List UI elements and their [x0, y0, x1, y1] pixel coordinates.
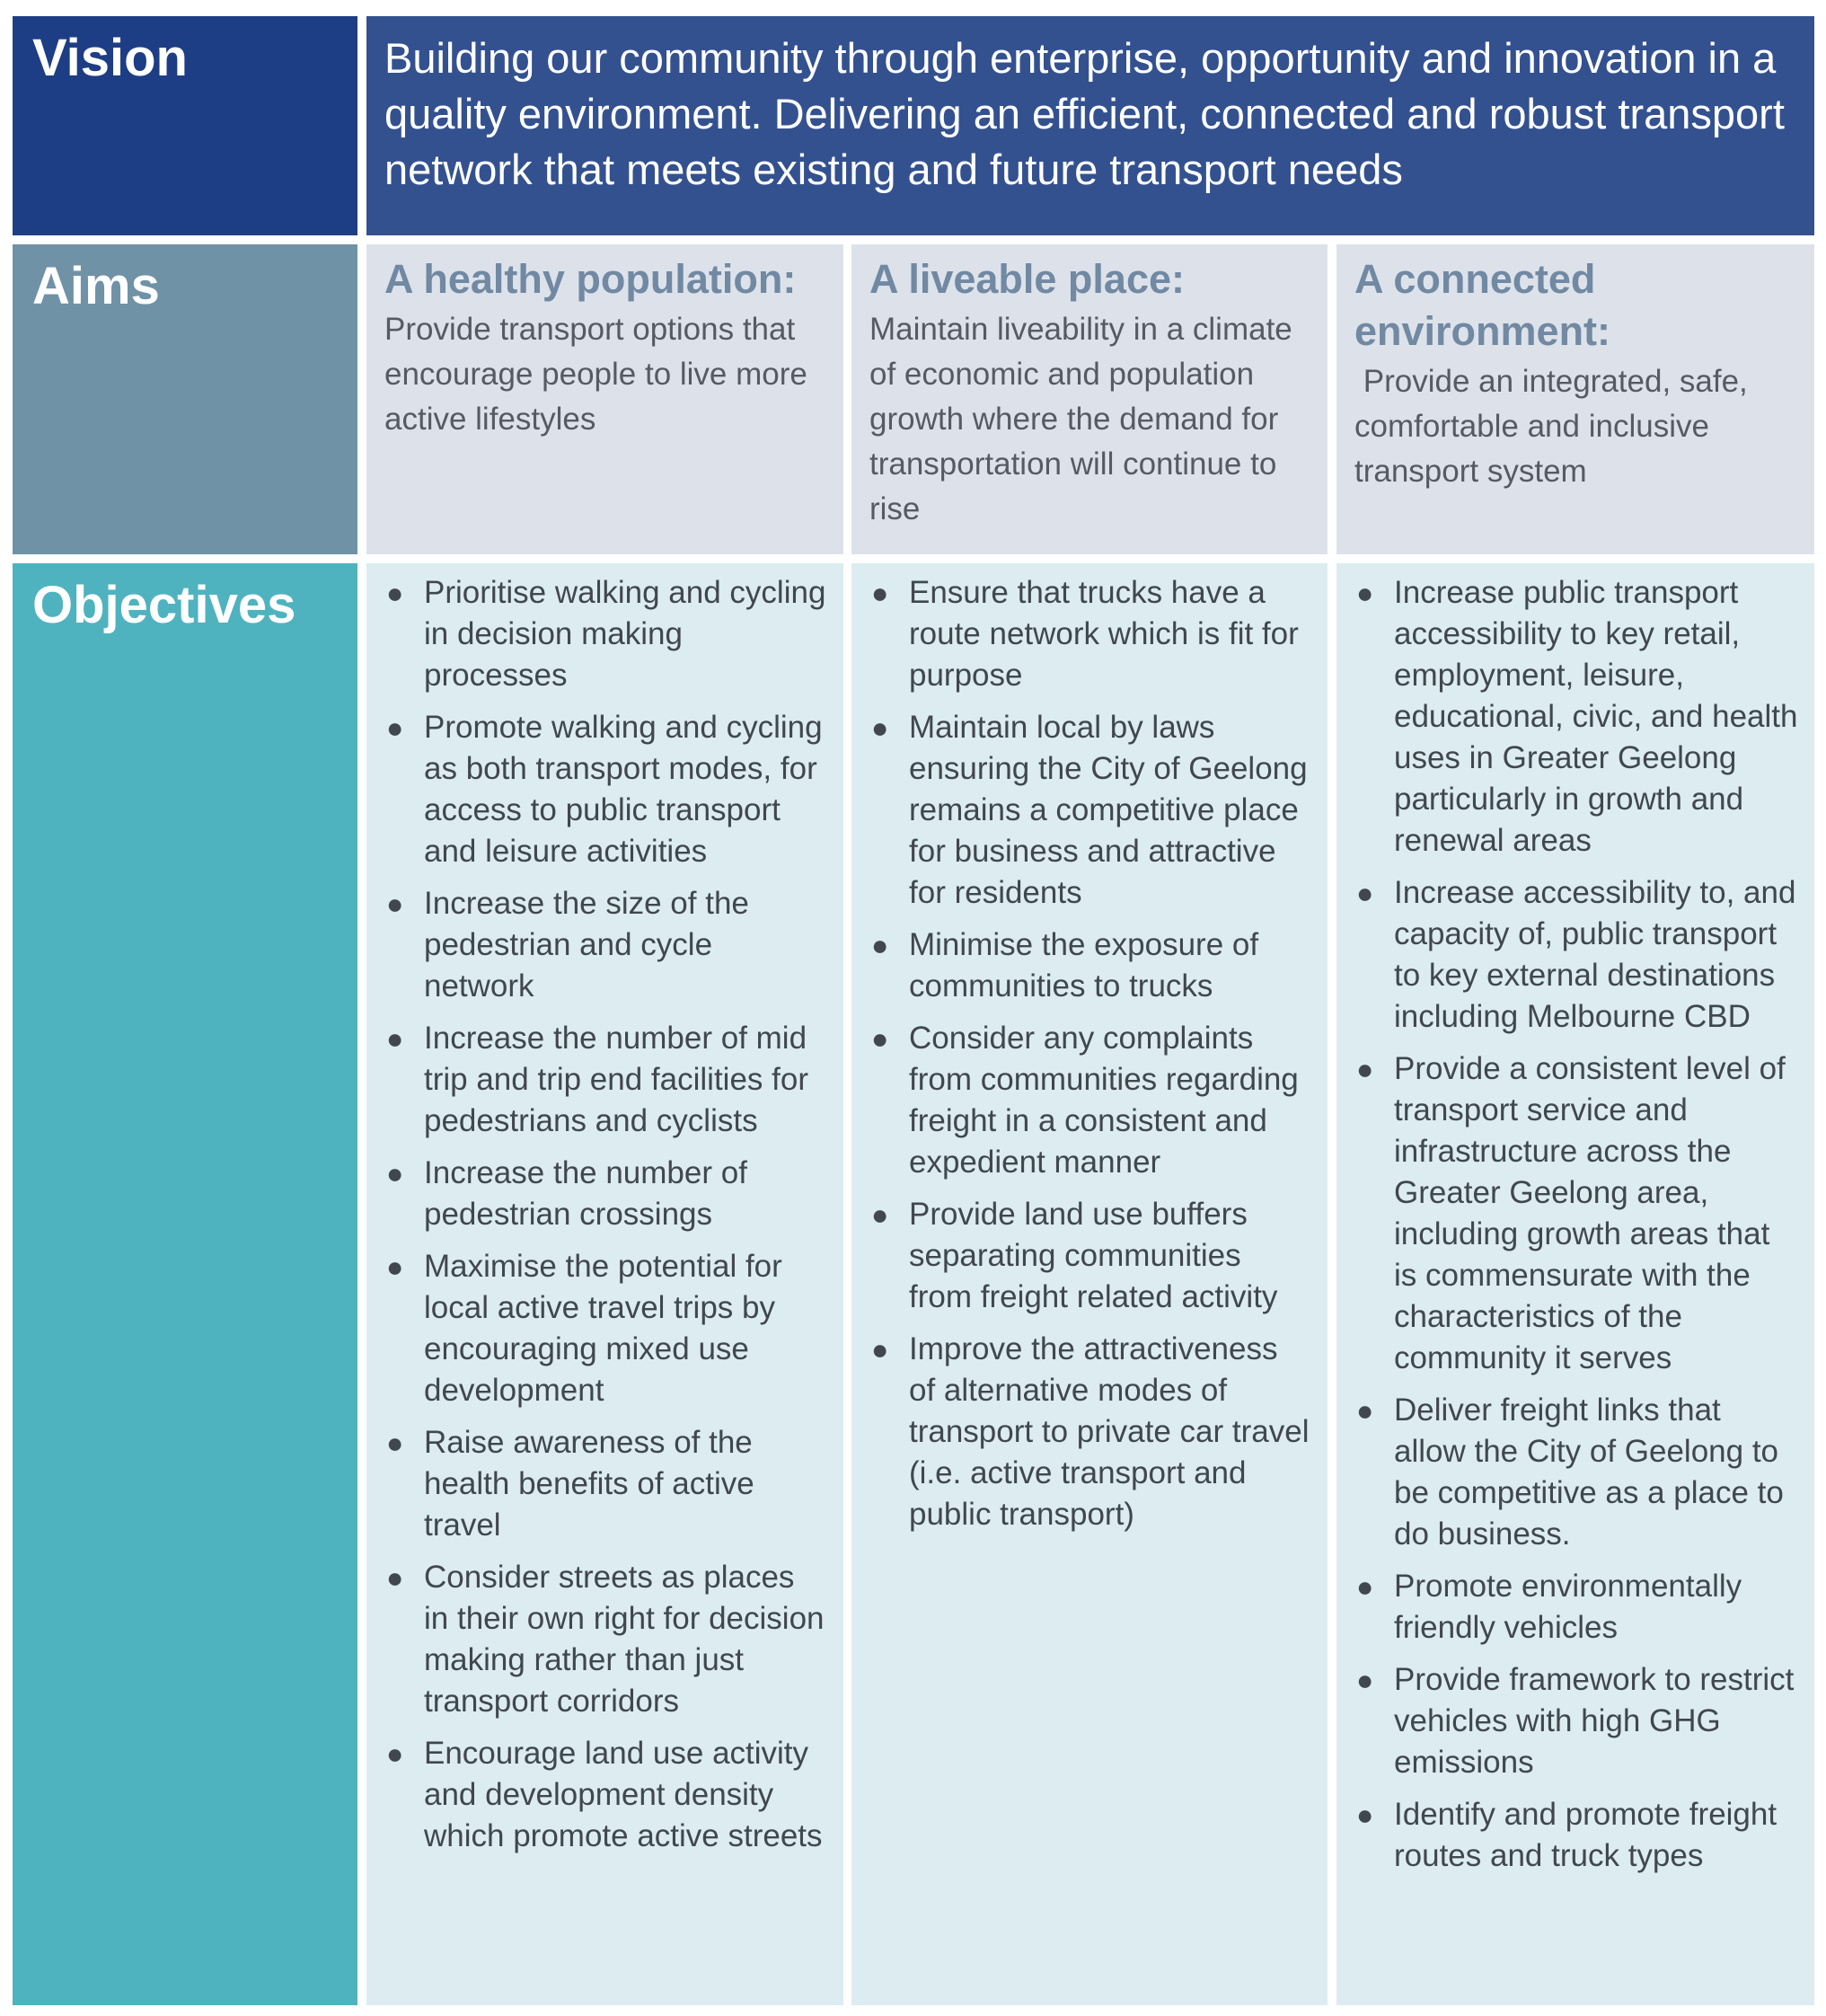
vision-label: Vision	[13, 16, 357, 235]
objective-text: Increase the number of pedestrian crossings	[424, 1155, 747, 1232]
list-item	[868, 1194, 1311, 1318]
objectives-list	[383, 572, 827, 1857]
aim-title: A healthy population:	[384, 256, 797, 302]
objective-text: Increase accessibility to, and capacity of, public transport to key external destinations including Melbourne CBD	[1394, 875, 1796, 1034]
bullet-icon: ●	[1356, 1394, 1374, 1427]
bullet-icon: ●	[871, 1198, 889, 1231]
objective-text: Improve the attractiveness of alternative modes of transport to private car travel (i.e. active transport and public transport)	[909, 1331, 1310, 1532]
objectives-list	[1353, 572, 1798, 1877]
objective-text: Increase the number of mid trip and trip end facilities for pedestrians and cyclists	[424, 1021, 808, 1138]
bullet-icon: ●	[871, 929, 889, 961]
objective-text: Raise awareness of the health benefits of active travel	[424, 1425, 754, 1543]
objective-text: Provide framework to restrict vehicles with high GHG emissions	[1394, 1662, 1795, 1780]
bullet-icon: ●	[386, 888, 404, 920]
list-item	[383, 707, 827, 872]
bullet-icon: ●	[386, 1427, 404, 1459]
list-item	[383, 1153, 827, 1235]
list-item	[1353, 572, 1798, 862]
bullet-icon: ●	[1356, 577, 1374, 609]
list-item	[383, 1246, 827, 1411]
objectives-column-connected-environment	[1336, 563, 1814, 2005]
bullet-icon: ●	[386, 1251, 404, 1283]
objective-text: Deliver freight links that allow the City of Geelong to be competitive as a place to do business.	[1394, 1393, 1784, 1552]
list-item	[868, 924, 1311, 1007]
objective-text: Increase the size of the pedestrian and cycle network	[424, 886, 749, 1004]
bullet-icon: ●	[1356, 1664, 1374, 1696]
objective-text: Maximise the potential for local active travel trips by encouraging mixed use development	[424, 1249, 782, 1408]
list-item	[1353, 1390, 1798, 1555]
aim-title: A liveable place:	[869, 256, 1185, 302]
list-item	[868, 1329, 1311, 1535]
aim-connected-environment	[1336, 244, 1814, 554]
bullet-icon: ●	[1356, 1799, 1374, 1831]
bullet-icon: ●	[1356, 1053, 1374, 1085]
bullet-icon: ●	[871, 1022, 889, 1055]
objective-text: Consider streets as places in their own right for decision making rather than just transport corridors	[424, 1560, 825, 1719]
list-item	[1353, 872, 1798, 1038]
bullet-icon: ●	[386, 1561, 404, 1594]
list-item	[1353, 1794, 1798, 1877]
objective-text: Provide a consistent level of transport service and infrastructure across the Greater Geelong area, including growth areas that is commensurate with the characteristics of the community it serves	[1394, 1051, 1786, 1375]
bullet-icon: ●	[871, 712, 889, 744]
bullet-icon: ●	[386, 712, 404, 744]
aim-title: A connected environment:	[1354, 256, 1611, 354]
list-item	[1353, 1659, 1798, 1783]
bullet-icon: ●	[871, 577, 889, 609]
list-item	[1353, 1048, 1798, 1379]
objective-text: Encourage land use activity and development density which promote active streets	[424, 1736, 823, 1853]
list-item	[383, 1557, 827, 1722]
aim-description: Provide an integrated, safe, comfortable and inclusive transport system	[1354, 364, 1757, 489]
list-item	[383, 1018, 827, 1142]
objective-text: Promote environmentally friendly vehicles	[1394, 1569, 1742, 1645]
bullet-icon: ●	[386, 1157, 404, 1189]
objective-text: Consider any complaints from communities regarding freight in a consistent and expedient manner	[909, 1021, 1299, 1180]
list-item	[383, 1733, 827, 1857]
objectives-column-liveable-place	[851, 563, 1328, 2005]
list-item	[383, 883, 827, 1007]
objective-text: Provide land use buffers separating communities from freight related activity	[909, 1197, 1278, 1314]
aim-description: Provide transport options that encourage people to live more active lifestyles	[384, 312, 807, 437]
aim-description: Maintain liveability in a climate of economic and population growth where the demand for transportation will continue to rise	[869, 312, 1292, 526]
bullet-icon: ●	[1356, 1570, 1374, 1603]
objective-text: Maintain local by laws ensuring the City of Geelong remains a competitive place for business and attractive for residents	[909, 710, 1308, 910]
objective-text: Identify and promote freight routes and truck types	[1394, 1797, 1777, 1873]
objective-text: Promote walking and cycling as both transport modes, for access to public transport and leisure activities	[424, 710, 823, 869]
list-item	[383, 572, 827, 696]
objective-text: Increase public transport accessibility to key retail, employment, leisure, educational, civic, and health uses in Greater Geelong particularly in growth and renewal areas	[1394, 575, 1798, 858]
bullet-icon: ●	[386, 577, 404, 609]
vision-statement: Building our community through enterprise, opportunity and innovation in a quality environment. Delivering an efficient, connected and robust transport network that meets existing and future transport needs	[366, 16, 1814, 235]
aim-healthy-population	[366, 244, 843, 554]
list-item	[868, 707, 1311, 914]
list-item	[1353, 1566, 1798, 1649]
objectives-column-healthy-population	[366, 563, 843, 2005]
list-item	[868, 572, 1311, 696]
objectives-label: Objectives	[13, 563, 357, 2005]
bullet-icon: ●	[386, 1737, 404, 1770]
aims-label: Aims	[13, 244, 357, 554]
list-item	[383, 1422, 827, 1546]
bullet-icon: ●	[871, 1333, 889, 1366]
list-item	[868, 1018, 1311, 1183]
bullet-icon: ●	[386, 1022, 404, 1055]
objective-text: Minimise the exposure of communities to trucks	[909, 927, 1259, 1004]
objective-text: Prioritise walking and cycling in decision making processes	[424, 575, 826, 693]
bullet-icon: ●	[1356, 877, 1374, 909]
aim-liveable-place	[851, 244, 1328, 554]
objectives-list	[868, 572, 1311, 1535]
objective-text: Ensure that trucks have a route network which is fit for purpose	[909, 575, 1299, 693]
